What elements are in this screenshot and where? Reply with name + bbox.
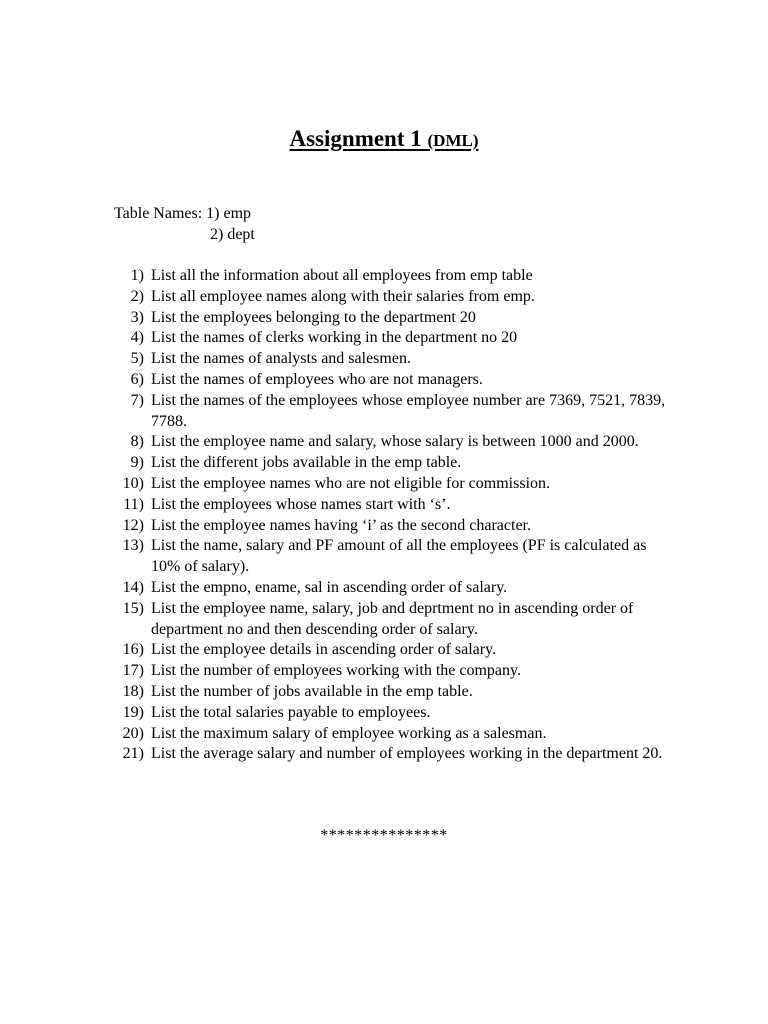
question-item: [110, 703, 670, 724]
question-number: 4): [130, 329, 144, 347]
question-item: [110, 578, 670, 599]
page-title: [0, 124, 768, 156]
question-number: 16): [122, 641, 144, 659]
question-text: List the number of employees working with the company.: [151, 662, 521, 680]
question-number: 2): [130, 287, 144, 305]
question-text: List the employees whose names start with ‘s’.: [151, 495, 451, 513]
question-text: List the employee names who are not eligible for commission.: [151, 474, 551, 492]
question-text: List the employee names having ‘i’ as the second character.: [151, 516, 531, 534]
question-item: [110, 599, 670, 641]
question-item: [110, 495, 670, 516]
question-item: [110, 474, 670, 495]
question-number: 13): [122, 537, 144, 555]
question-number: 12): [122, 516, 144, 534]
question-item: [110, 370, 670, 391]
question-number: 7): [130, 391, 144, 409]
question-text: List all the information about all employees from emp table: [151, 267, 533, 284]
question-number: 1): [130, 267, 144, 284]
question-item: [110, 516, 670, 537]
question-item: [110, 328, 670, 349]
question-item: [110, 682, 670, 703]
question-number: 6): [130, 370, 144, 388]
question-number: 18): [122, 682, 144, 700]
question-text: List the empno, ename, sal in ascending order of salary.: [151, 578, 508, 596]
end-separator: ***************: [320, 827, 448, 844]
question-item: [110, 724, 670, 745]
question-number: 9): [130, 454, 144, 472]
question-number: 20): [122, 724, 144, 742]
question-text: List the names of employees who are not managers.: [151, 370, 483, 388]
question-item: [110, 266, 670, 287]
question-item: [110, 661, 670, 682]
question-number: 11): [123, 495, 144, 513]
question-text: List the employees belonging to the department 20: [151, 308, 476, 326]
question-number: 5): [130, 350, 144, 368]
question-text: List the employee details in ascending order of salary.: [151, 641, 497, 659]
question-text: List the names of the employees whose employee number are 7369, 7521, 7839, 7788.: [151, 391, 666, 430]
question-item: [110, 287, 670, 308]
question-text: List the total salaries payable to employees.: [151, 703, 431, 721]
question-text: List the employee name and salary, whose salary is between 1000 and 2000.: [151, 433, 639, 451]
question-number: 14): [122, 578, 144, 596]
question-text: List the employee name, salary, job and deprtment no in ascending order of department no and then descending order of salary.: [151, 599, 634, 638]
question-item: [110, 536, 670, 578]
question-number: 10): [122, 474, 144, 492]
question-number: 8): [130, 433, 144, 451]
question-item: [110, 640, 670, 661]
question-text: List the names of clerks working in the department no 20: [151, 329, 518, 347]
question-text: List the average salary and number of employees working in the department 20.: [151, 745, 663, 763]
table-names: [114, 203, 255, 245]
question-number: 19): [122, 703, 144, 721]
question-item: [110, 744, 670, 765]
table-names-line-1: Table Names: 1) emp: [114, 205, 252, 222]
table-names-line-2: 2) dept: [210, 226, 255, 243]
question-text: List all employee names along with their salaries from emp.: [151, 287, 535, 305]
question-text: List the number of jobs available in the emp table.: [151, 682, 473, 700]
question-item: [110, 391, 670, 433]
question-number: 17): [122, 662, 144, 680]
question-item: [110, 308, 670, 329]
title-text: Assignment 1: [289, 126, 422, 151]
question-text: List the maximum salary of employee working as a salesman.: [151, 724, 547, 742]
question-number: 15): [122, 599, 144, 617]
question-item: [110, 453, 670, 474]
question-item: [110, 432, 670, 453]
question-text: List the different jobs available in the emp table.: [151, 454, 462, 472]
question-text: List the name, salary and PF amount of all the employees (PF is calculated as 10% of salary).: [151, 537, 647, 576]
question-list: [110, 266, 670, 765]
question-item: [110, 349, 670, 370]
title-suffix: (DML): [427, 131, 479, 150]
question-text: List the names of analysts and salesmen.: [151, 350, 411, 368]
question-number: 21): [122, 745, 144, 763]
question-number: 3): [130, 308, 144, 326]
